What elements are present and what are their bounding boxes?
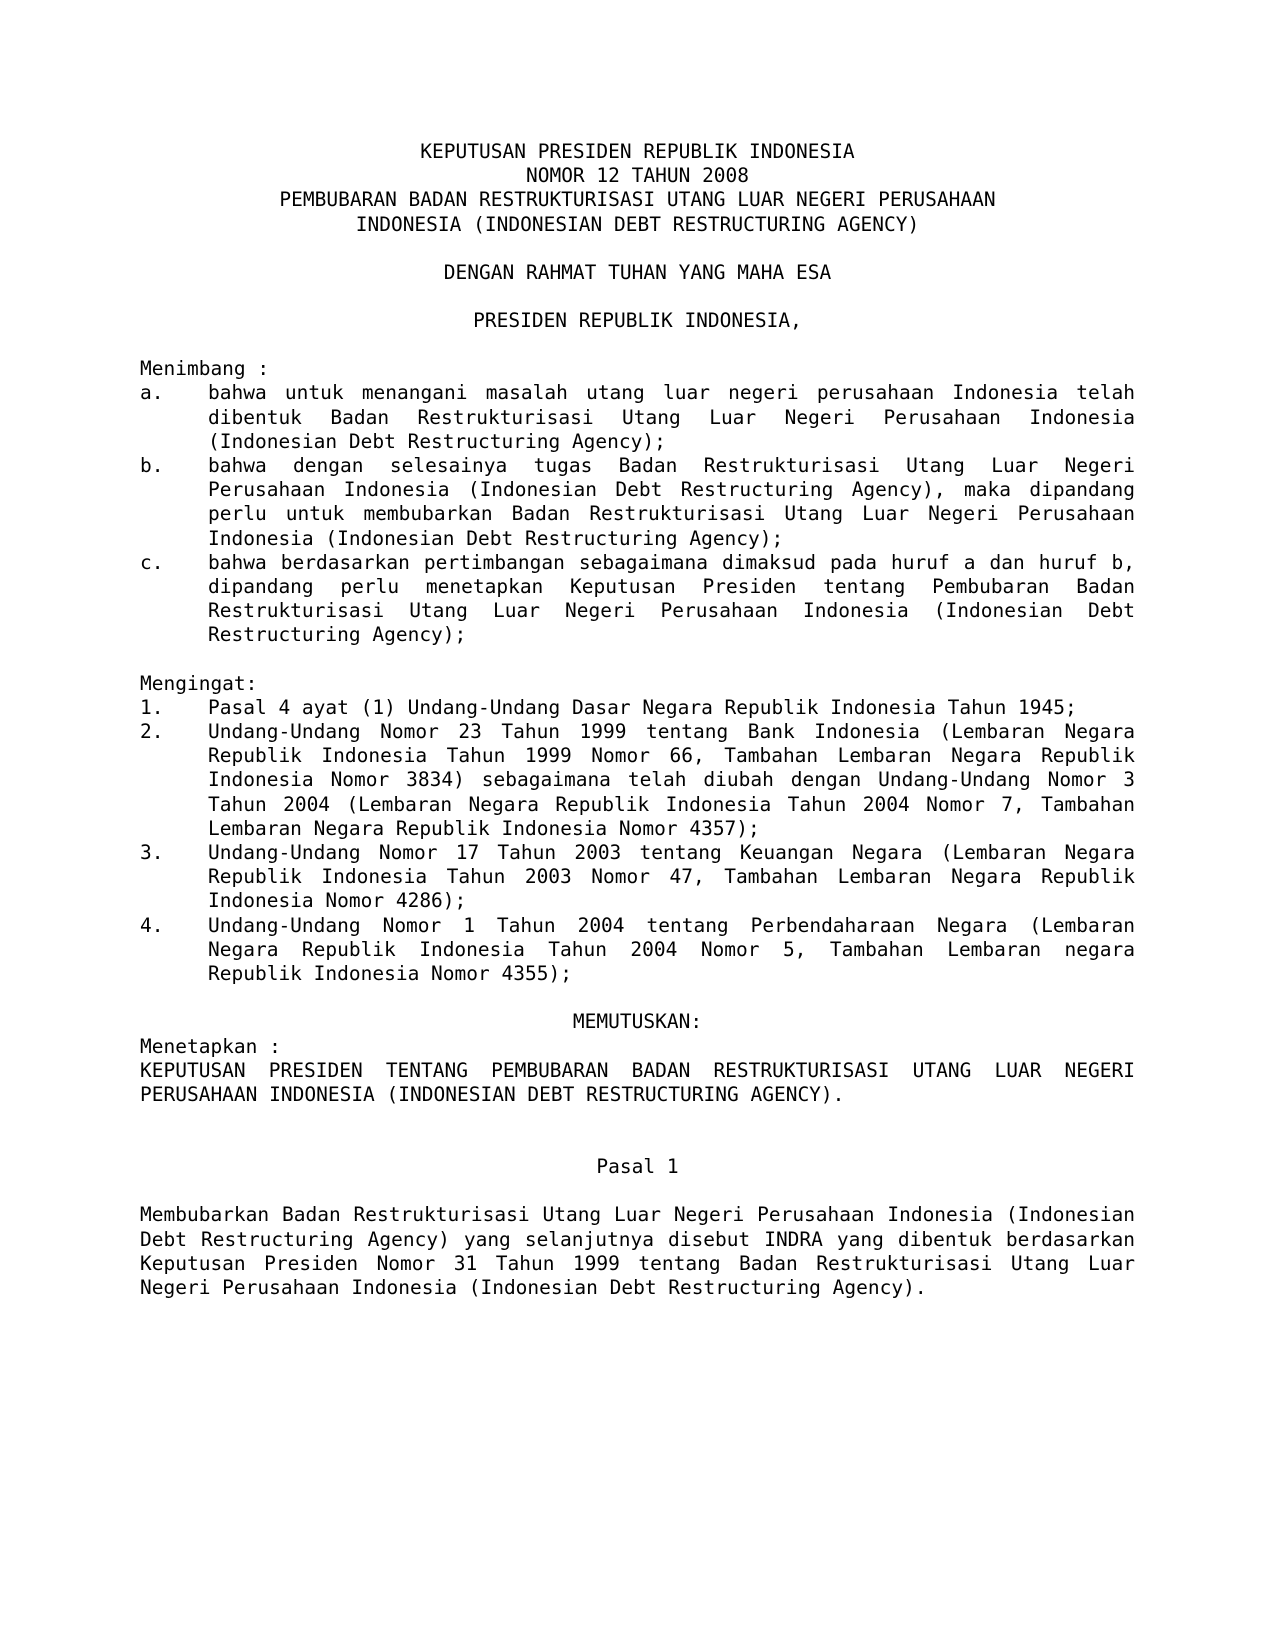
considering-section xyxy=(140,357,1135,647)
header-subject-line-1: PEMBUBARAN BADAN RESTRUKTURISASI UTANG LUAR NEGERI PERUSAHAAN xyxy=(279,188,996,212)
list-item-marker: a. xyxy=(140,381,164,405)
list-item-text: Undang-Undang Nomor 17 Tahun 2003 tentang Keuangan Negara (Lembaran Negara Republik Indonesia Tahun 2003 Nomor 47, Tambahan Lembaran Negara Republik Indonesia Nomor 4286); xyxy=(208,841,1135,913)
list-item-text: bahwa dengan selesainya tugas Badan Restrukturisasi Utang Luar Negeri Perusahaan Indonesia (Indonesian Debt Restructuring Agency), maka dipandang perlu untuk membubarkan Badan Restrukturisasi Utang Luar Negeri Perusahaan Indonesia (Indonesian Debt Restructuring Agency); xyxy=(208,454,1135,550)
list-item-marker: 1. xyxy=(140,695,164,719)
header-number-line: NOMOR 12 TAHUN 2008 xyxy=(525,164,750,188)
article-text: Membubarkan Badan Restrukturisasi Utang Luar Negeri Perusahaan Indonesia (Indonesian Debt Restructuring Agency) yang selanjutnya disebut INDRA yang dibentuk berdasarkan Keputusan Presiden Nomor 31 Tahun 1999 tentang Badan Restrukturisasi Utang Luar Negeri Perusahaan Indonesia (Indonesian Debt Restructuring Agency). xyxy=(140,1203,1135,1299)
blessing-line: DENGAN RAHMAT TUHAN YANG MAHA ESA xyxy=(443,260,832,284)
header-subject-line-2: INDONESIA (INDONESIAN DEBT RESTRUCTURING AGENCY) xyxy=(355,212,920,236)
list-item-marker: 4. xyxy=(140,913,164,937)
decision-label: Menetapkan : xyxy=(140,1034,281,1058)
list-item xyxy=(140,841,1135,914)
considering-label: Menimbang : xyxy=(140,357,270,381)
authority-line: PRESIDEN REPUBLIK INDONESIA, xyxy=(473,309,802,333)
decision-heading: MEMUTUSKAN: xyxy=(572,1010,703,1034)
article-heading: Pasal 1 xyxy=(596,1155,679,1179)
list-item xyxy=(140,551,1135,648)
list-item xyxy=(140,381,1135,454)
list-item-text: Undang-Undang Nomor 1 Tahun 2004 tentang Perbendaharaan Negara (Lembaran Negara Republik Indonesia Tahun 2004 Nomor 5, Tambahan Lembaran negara Republik Indonesia Nomor 4355); xyxy=(208,913,1135,986)
decision-text: KEPUTUSAN PRESIDEN TENTANG PEMBUBARAN BADAN RESTRUKTURISASI UTANG LUAR NEGERI PERUSAHAAN INDONESIA (INDONESIAN DEBT RESTRUCTURING AGENCY). xyxy=(140,1058,1135,1106)
recalling-label: Mengingat: xyxy=(140,671,258,695)
list-item-marker: 2. xyxy=(140,720,164,744)
recalling-list xyxy=(140,696,1135,986)
list-item-text: bahwa berdasarkan pertimbangan sebagaimana dimaksud pada huruf a dan huruf b, dipandang perlu menetapkan Keputusan Presiden tentang Pembubaran Badan Restrukturisasi Utang Luar Negeri Perusahaan Indonesia (Indonesian Debt Restructuring Agency); xyxy=(208,550,1135,647)
list-item-marker: b. xyxy=(140,454,164,478)
list-item xyxy=(140,454,1135,551)
list-item xyxy=(140,696,1135,720)
list-item xyxy=(140,720,1135,841)
considering-list xyxy=(140,381,1135,647)
header-title-line-1: KEPUTUSAN PRESIDEN REPUBLIK INDONESIA xyxy=(420,140,855,163)
recalling-section xyxy=(140,672,1135,987)
decision-section xyxy=(140,1010,1135,1107)
list-item-marker: c. xyxy=(140,550,164,574)
article-section xyxy=(140,1155,1135,1300)
list-item-text: bahwa untuk menangani masalah utang luar negeri perusahaan Indonesia telah dibentuk Badan Restrukturisasi Utang Luar Negeri Perusahaan Indonesia (Indonesian Debt Restructuring Agency); xyxy=(208,381,1135,453)
list-item-text: Pasal 4 ayat (1) Undang-Undang Dasar Negara Republik Indonesia Tahun 1945; xyxy=(208,695,1077,719)
list-item-text: Undang-Undang Nomor 23 Tahun 1999 tentang Bank Indonesia (Lembaran Negara Republik Indonesia Tahun 1999 Nomor 66, Tambahan Lembaran Negara Republik Indonesia Nomor 3834) sebagaimana telah diubah dengan Undang-Undang Nomor 3 Tahun 2004 (Lembaran Negara Republik Indonesia Tahun 2004 Nomor 7, Tambahan Lembaran Negara Republik Indonesia Nomor 4357); xyxy=(208,720,1135,840)
document-header xyxy=(140,140,1135,237)
list-item-marker: 3. xyxy=(140,841,164,865)
list-item xyxy=(140,914,1135,987)
